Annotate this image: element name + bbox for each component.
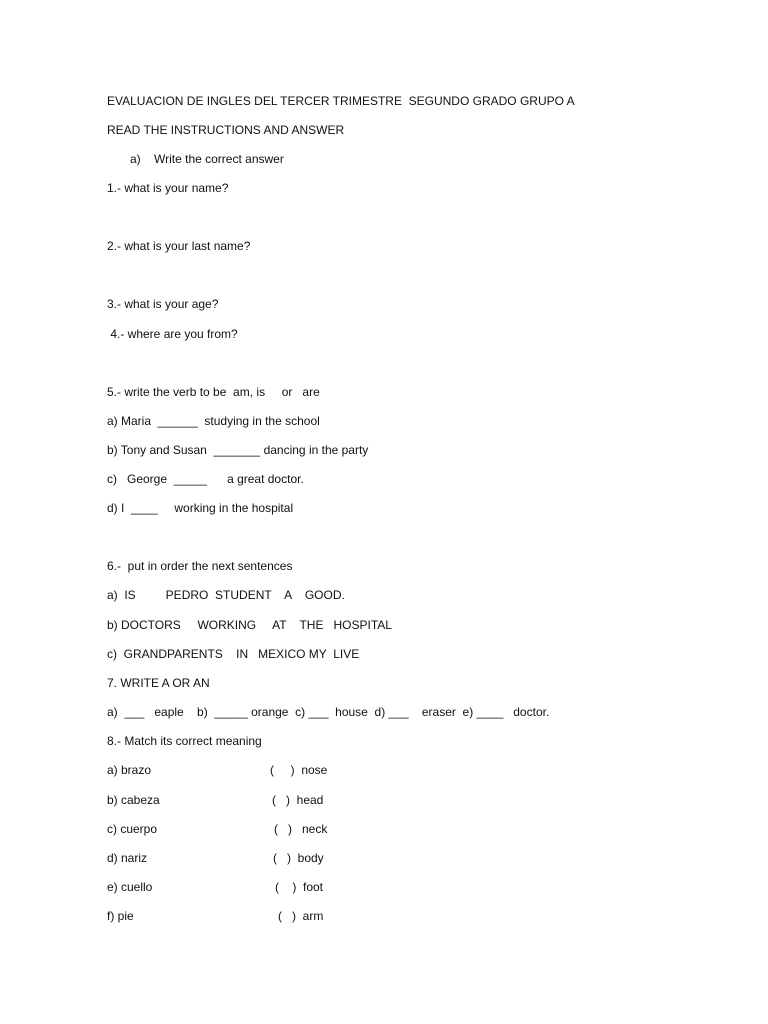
question-6-item-c: c) GRANDPARENTS IN MEXICO MY LIVE xyxy=(107,647,360,661)
match-right-item: ( ) neck xyxy=(274,822,328,836)
question-3: 3.- what is your age? xyxy=(107,297,219,311)
match-left-item: b) cabeza xyxy=(107,793,160,807)
page-title: EVALUACION DE INGLES DEL TERCER TRIMESTRE SEGUNDO GRADO GRUPO A xyxy=(107,94,575,108)
match-right-item: ( ) arm xyxy=(278,909,324,923)
question-6-prompt: 6.- put in order the next sentences xyxy=(107,559,293,573)
question-5-item-d: d) I ____ working in the hospital xyxy=(107,501,294,515)
question-5-prompt: 5.- write the verb to be am, is or are xyxy=(107,385,320,399)
match-right-item: ( ) nose xyxy=(270,763,328,777)
question-7-items: a) ___ eaple b) _____ orange c) ___ house d) ___ eraser e) ____ doctor. xyxy=(107,705,550,719)
match-left-item: d) nariz xyxy=(107,851,148,865)
match-left-item: f) pie xyxy=(107,909,134,923)
match-right-item: ( ) head xyxy=(272,793,324,807)
question-6-item-b: b) DOCTORS WORKING AT THE HOSPITAL xyxy=(107,618,392,632)
section-a-label: a) Write the correct answer xyxy=(130,152,284,166)
match-left-item: c) cuerpo xyxy=(107,822,158,836)
match-left-item: e) cuello xyxy=(107,880,153,894)
question-7-prompt: 7. WRITE A OR AN xyxy=(107,676,210,690)
question-8-prompt: 8.- Match its correct meaning xyxy=(107,734,262,748)
question-6-item-a: a) IS PEDRO STUDENT A GOOD. xyxy=(107,588,345,602)
question-1: 1.- what is your name? xyxy=(107,181,229,195)
match-right-item: ( ) foot xyxy=(275,880,324,894)
question-5-item-a: a) Maria ______ studying in the school xyxy=(107,414,320,428)
question-5-item-c: c) George _____ a great doctor. xyxy=(107,472,304,486)
question-2: 2.- what is your last name? xyxy=(107,239,251,253)
match-left-item: a) brazo xyxy=(107,763,152,777)
match-right-item: ( ) body xyxy=(273,851,324,865)
question-5-item-b: b) Tony and Susan _______ dancing in the party xyxy=(107,443,369,457)
instructions-heading: READ THE INSTRUCTIONS AND ANSWER xyxy=(107,123,345,137)
question-4: 4.- where are you from? xyxy=(107,327,238,341)
